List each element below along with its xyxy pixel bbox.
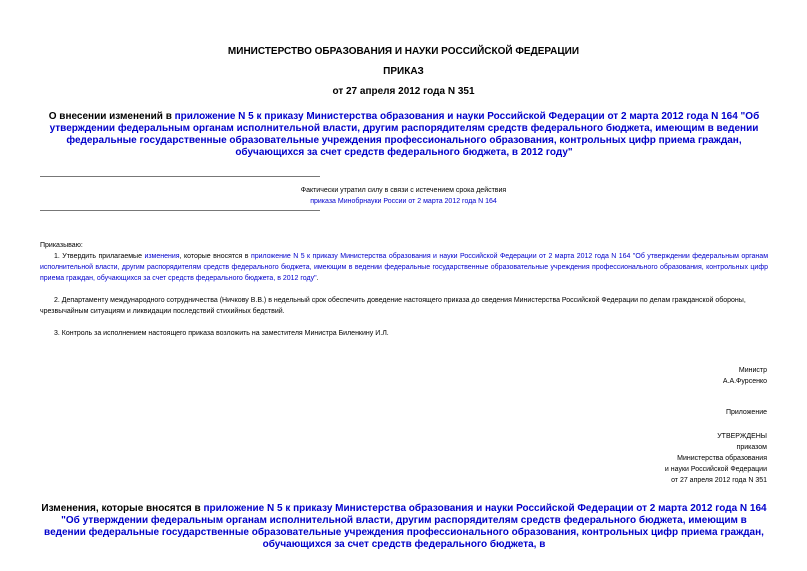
approved-line-1: приказом — [736, 444, 767, 451]
approved-line-4: от 27 апреля 2012 года N 351 — [671, 477, 767, 484]
divider-bottom — [40, 210, 320, 211]
approval-block — [665, 431, 767, 486]
appendix-label: Приложение — [725, 409, 767, 416]
p1-text-c: . — [316, 275, 319, 282]
notice-text: Фактически утратил силу в связи с истечением срока действия — [300, 187, 507, 194]
validity-notice — [200, 185, 607, 207]
approved-line-3: и науки Российской Федерации — [664, 466, 767, 473]
paragraph-2: 2. Департаменту международного сотрудничества (Ничкову В.В.) в недельный срок обеспечить доведение настоящего приказа до сведения Министерства Российской Федерации по делам гражданской обороны, чрезвычайным ситуациям и ликвидации последствий стихийных бедствий. — [40, 297, 746, 315]
p1-text-b: , которые вносятся в — [179, 253, 251, 260]
approved-label: УТВЕРЖДЕНЫ — [717, 433, 767, 440]
approved-line-2: Министерства образования — [677, 455, 767, 462]
order-intro: Приказываю: — [40, 242, 83, 249]
doc-date-heading: от 27 апреля 2012 года N 351 — [332, 86, 475, 97]
divider-top — [40, 176, 320, 177]
changes-title-prefix: Изменения, которые вносятся в — [41, 503, 204, 514]
paragraph-1 — [40, 251, 768, 284]
changes-title — [40, 503, 768, 551]
document-title — [40, 111, 768, 159]
title-prefix: О внесении изменений в — [48, 111, 175, 122]
title-link[interactable]: приложение N 5 к приказу Министерства образования и науки Российской Федерации от 2 марта 2012 года N 164 "Об утверждении федеральным органам исполнительной власти, другим распорядителям средств федерального бюджета, имеющим в ведении федеральные государственные образовательные учреждения профессионального образования, контрольных цифр приема граждан, обучающихся за счет средств федерального бюджета, в 2012 году" — [49, 111, 760, 158]
signature-name: А.А.Фурсенко — [722, 378, 767, 385]
signature-position: Министр — [738, 367, 767, 374]
p1-changes-link[interactable]: изменения — [144, 253, 180, 260]
notice-link[interactable]: приказа Минобрнауки России от 2 марта 2012 года N 164 — [310, 198, 497, 205]
paragraph-3: 3. Контроль за исполнением настоящего приказа возложить на заместителя Министра Биленкину И.Л. — [54, 330, 389, 337]
p1-text-a: 1. Утвердить прилагаемые — [54, 253, 145, 260]
ministry-heading: МИНИСТЕРСТВО ОБРАЗОВАНИЯ И НАУКИ РОССИЙСКОЙ ФЕДЕРАЦИИ — [227, 46, 580, 57]
changes-title-link[interactable]: приложение N 5 к приказу Министерства образования и науки Российской Федерации от 2 марта 2012 года N 164 "Об утверждении федеральным органам исполнительной власти, другим распорядителям средств федерального бюджета, имеющим в ведении федеральные государственные образовательные учреждения профессионального образования, контрольных цифр приема граждан, обучающихся за счет средств федерального бюджета, в — [44, 503, 767, 550]
doc-type-heading: ПРИКАЗ — [383, 66, 424, 77]
p1-appendix-link[interactable]: приложение N 5 к приказу Министерства образования и науки Российской Федерации от 2 марта 2012 года N 164 "Об утверждении федеральным органам исполнительной власти, другим распорядителям средств федерального бюджета, имеющим в ведении федеральные государственные образовательные учреждения профессионального образования, контрольных цифр приема граждан, обучающихся за счет средств федерального бюджета, в 2012 году" — [40, 253, 769, 282]
